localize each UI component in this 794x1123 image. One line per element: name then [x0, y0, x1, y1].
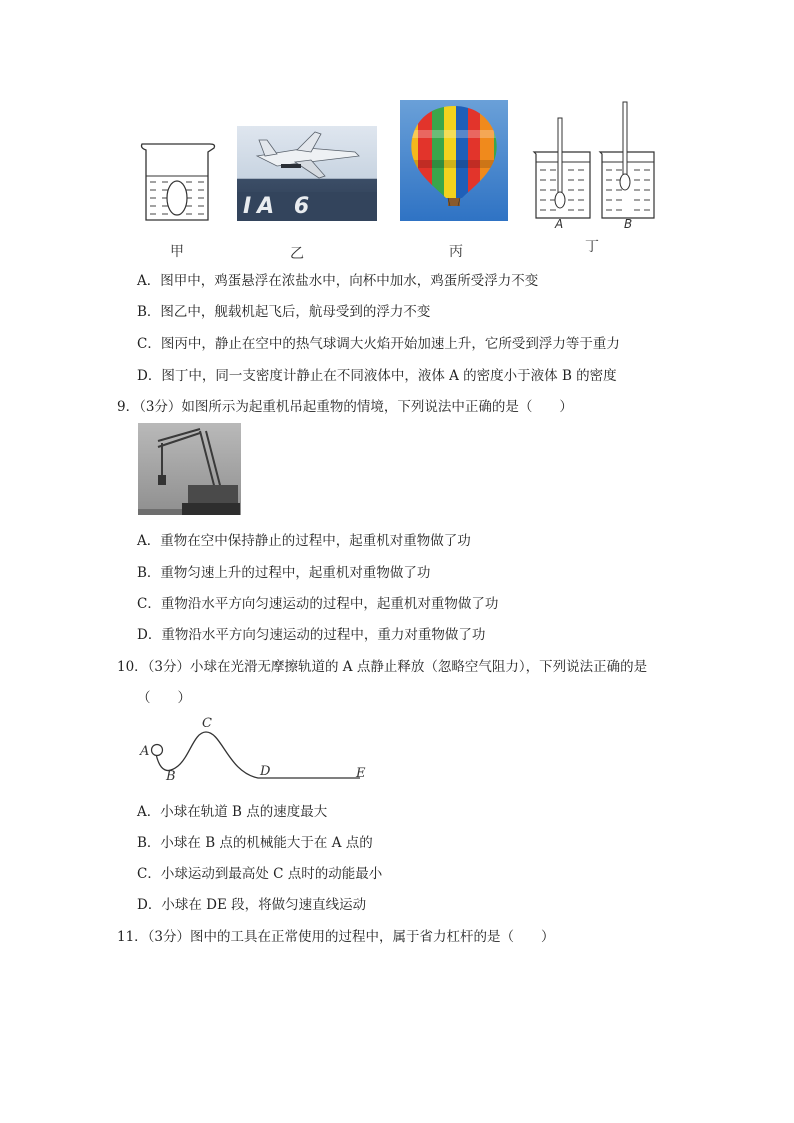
label-liquid-a: A	[555, 217, 564, 231]
crane-icon	[138, 423, 241, 515]
q10-option-d: D．小球在 DE 段，将做匀速直线运动	[137, 897, 367, 913]
caption-jia: 甲	[170, 244, 184, 260]
label-liquid-b: B	[624, 217, 633, 231]
hydrometer-a	[558, 118, 562, 194]
crane-photo	[138, 423, 241, 515]
q8-option-c: C．图丙中，静止在空中的热气球调大火焰开始加速上升，它所受到浮力等于重力	[137, 336, 620, 352]
q11-stem: 11．（3分）图中的工具在正常使用的过程中，属于省力杠杆的是（ ）	[117, 929, 555, 945]
track-label-b: B	[166, 769, 176, 784]
q10-stem: 10．（3分）小球在光滑无摩擦轨道的 A 点静止释放（忽略空气阻力），下列说法正确的是	[117, 659, 648, 675]
q8-option-d: D．图丁中，同一支密度计静止在不同液体中，液体 A 的密度小于液体 B 的密度	[137, 368, 617, 384]
q10-option-c: C．小球运动到最高处 C 点时的动能最小	[137, 866, 383, 882]
q9-option-c: C．重物沿水平方向匀速运动的过程中，起重机对重物做了功	[137, 596, 499, 612]
hot-air-balloon-photo	[400, 100, 508, 221]
beaker-egg-figure	[138, 140, 220, 224]
q10-option-b: B．小球在 B 点的机械能大于在 A 点的	[137, 835, 373, 851]
track-label-a: A	[140, 744, 150, 759]
q8-option-a: A．图甲中，鸡蛋悬浮在浓盐水中，向杯中加水，鸡蛋所受浮力不变	[137, 273, 539, 289]
caption-bing: 丙	[449, 244, 463, 260]
caption-yi: 乙	[290, 246, 304, 262]
egg-shape	[167, 181, 187, 215]
ball-icon	[152, 745, 163, 756]
q9-option-a: A．重物在空中保持静止的过程中，起重机对重物做了功	[137, 533, 471, 549]
q10-option-a: A．小球在轨道 B 点的速度最大	[137, 804, 328, 820]
balloon-icon	[400, 100, 508, 221]
caption-ding: 丁	[585, 239, 599, 255]
track-label-e: E	[356, 766, 366, 781]
q9-option-d: D．重物沿水平方向匀速运动的过程中，重力对重物做了功	[137, 627, 486, 643]
q9-stem: 9．（3分）如图所示为起重机吊起重物的情境，下列说法中正确的是（ ）	[117, 399, 573, 415]
hydrometer-figure	[530, 100, 660, 220]
deck-number: IA 6	[243, 194, 316, 219]
q10-stem-cont: （ ）	[137, 690, 191, 706]
carrier-jet-photo	[237, 126, 377, 221]
track-label-d: D	[260, 764, 271, 779]
track-curve	[156, 732, 360, 778]
track-label-c: C	[202, 716, 212, 731]
q8-option-b: B．图乙中，舰载机起飞后，航母受到的浮力不变	[137, 304, 431, 320]
q9-option-b: B．重物匀速上升的过程中，起重机对重物做了功	[137, 565, 431, 581]
hydrometer-b	[623, 102, 627, 176]
